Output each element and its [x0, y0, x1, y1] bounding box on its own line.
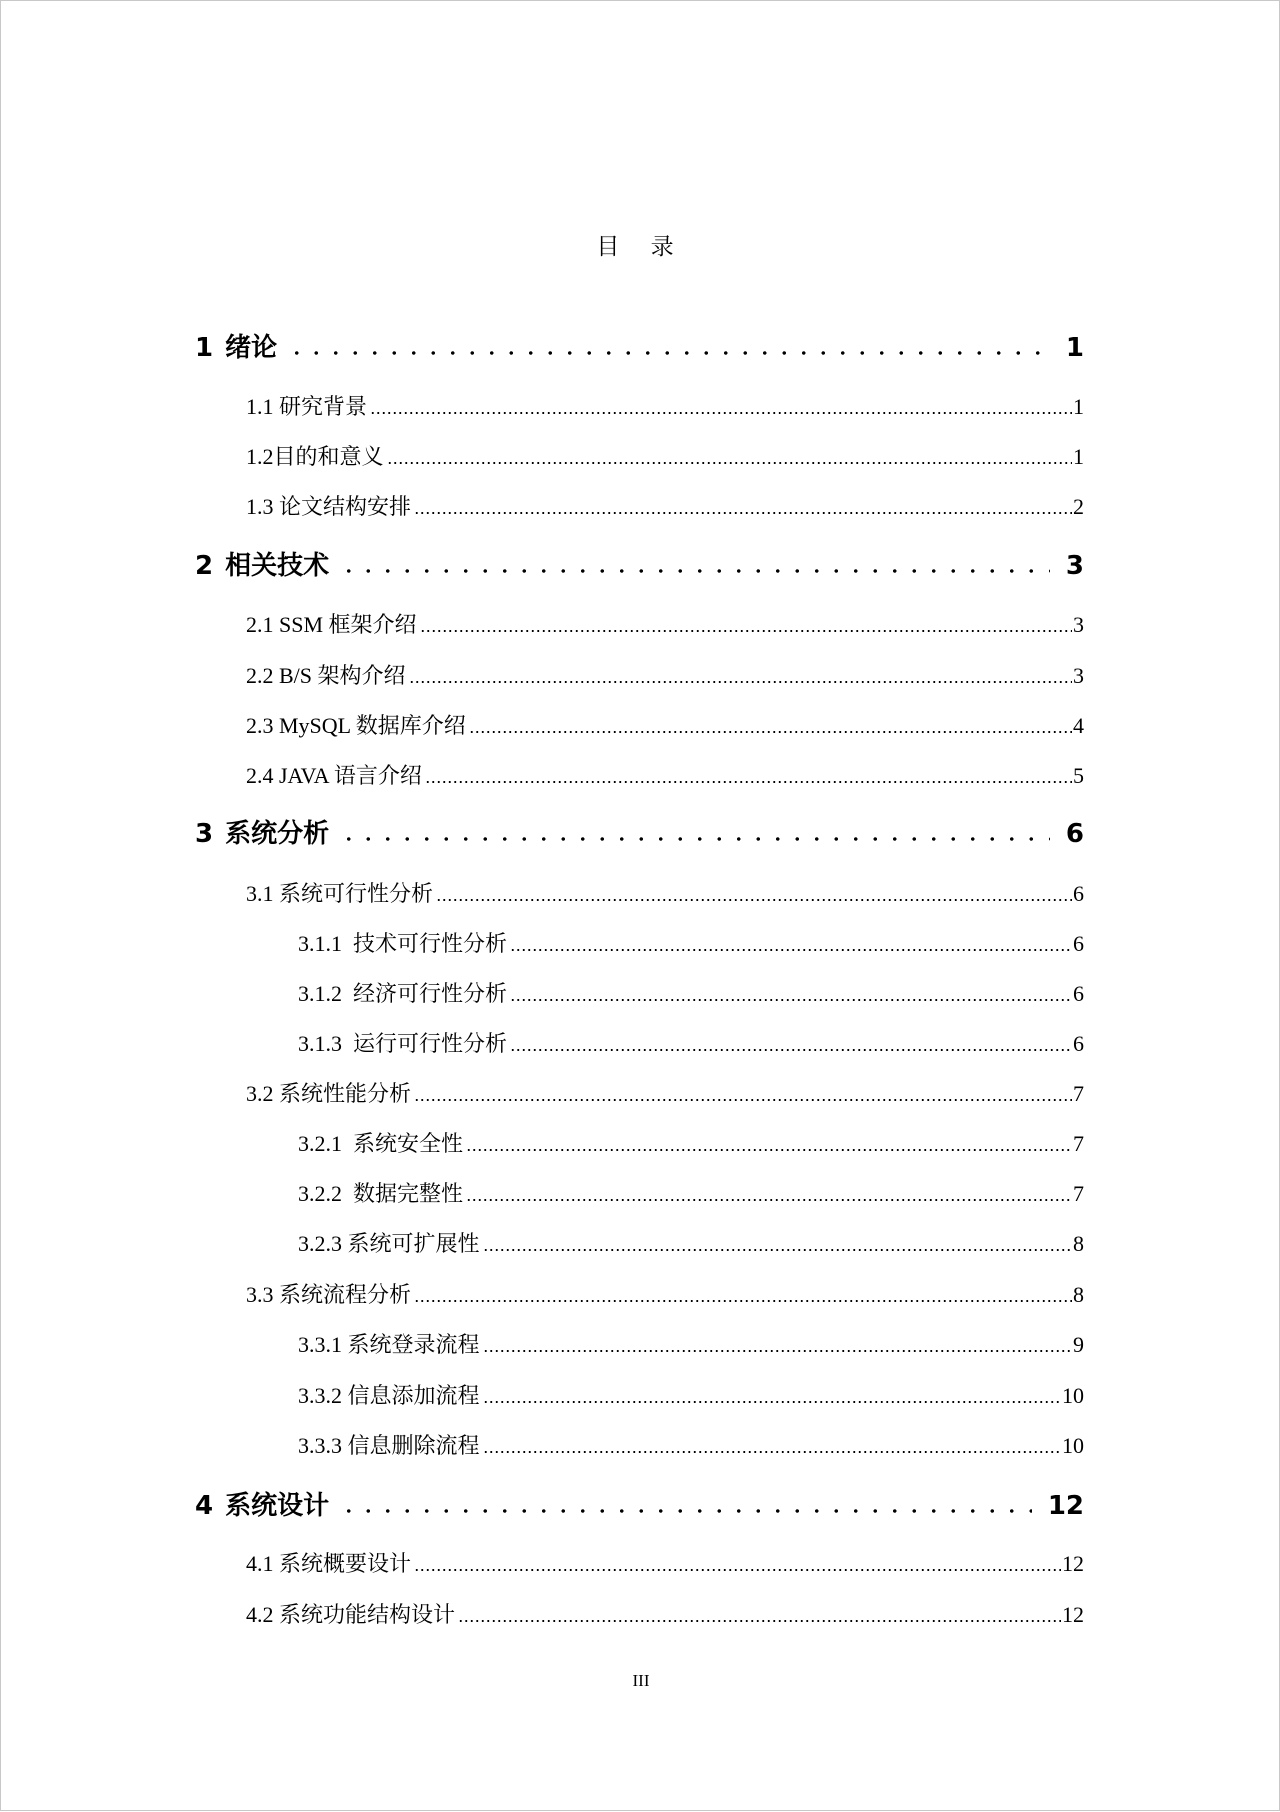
toc-entry-label: 1.1 研究背景	[246, 394, 368, 419]
dot-leader	[414, 1299, 1072, 1303]
toc-page-number: 7	[1073, 1131, 1084, 1156]
dot-leader	[414, 511, 1072, 515]
dot-leader	[425, 780, 1072, 784]
toc-entry-label: 3.3.3 信息删除流程	[298, 1433, 480, 1458]
dot-leader	[466, 1148, 1072, 1152]
dot-leader	[483, 1248, 1072, 1252]
toc-entry-label: 3.1.3 运行可行性分析	[298, 1031, 508, 1056]
dot-leader	[510, 948, 1072, 952]
toc-entry-chapter-2[interactable]	[195, 549, 1084, 583]
dot-leader	[483, 1400, 1061, 1404]
toc-page-number: 7	[1073, 1181, 1084, 1206]
dot-leader	[510, 1048, 1072, 1052]
toc-page-number: 7	[1073, 1081, 1084, 1106]
dot-leader	[339, 836, 1050, 842]
toc-entry-label: 4 系统设计	[195, 1491, 330, 1521]
dot-leader	[370, 411, 1072, 415]
table-of-contents	[1, 1, 1280, 1812]
toc-page-number: 12	[1047, 1491, 1084, 1521]
toc-entry-3-2[interactable]	[246, 1079, 1084, 1109]
dot-leader	[483, 1349, 1072, 1353]
dot-leader	[414, 1568, 1061, 1572]
toc-entry-label: 3.1 系统可行性分析	[246, 881, 434, 906]
toc-entry-chapter-4[interactable]	[195, 1489, 1084, 1523]
toc-entry-label: 4.2 系统功能结构设计	[246, 1602, 456, 1627]
toc-entry-2-1[interactable]	[246, 610, 1084, 640]
dot-leader	[469, 730, 1072, 734]
dot-leader	[510, 998, 1072, 1002]
toc-entry-3-1-2[interactable]	[298, 979, 1084, 1009]
toc-entry-3-2-1[interactable]	[298, 1129, 1084, 1159]
toc-page-number: 3	[1073, 663, 1084, 688]
toc-entry-label: 3.2.2 数据完整性	[298, 1181, 464, 1206]
toc-entry-label: 3.3.2 信息添加流程	[298, 1383, 480, 1408]
toc-entry-label: 2.2 B/S 架构介绍	[246, 663, 406, 688]
dot-leader	[458, 1619, 1061, 1623]
toc-entry-label: 3.1.2 经济可行性分析	[298, 981, 508, 1006]
dot-leader	[483, 1450, 1061, 1454]
toc-entry-3-1-3[interactable]	[298, 1029, 1084, 1059]
dot-leader	[420, 629, 1072, 633]
toc-page-number: 3	[1065, 551, 1084, 581]
toc-entry-3-1-1[interactable]	[298, 929, 1084, 959]
toc-entry-3-3-2[interactable]	[298, 1381, 1084, 1411]
toc-entry-label: 3.2.3 系统可扩展性	[298, 1231, 480, 1256]
toc-entry-3-3-3[interactable]	[298, 1431, 1084, 1461]
toc-page-number: 1	[1065, 333, 1084, 363]
toc-entry-label: 3.1.1 技术可行性分析	[298, 931, 508, 956]
toc-entry-label: 2 相关技术	[195, 551, 330, 581]
toc-page-number: 8	[1073, 1282, 1084, 1307]
toc-page-number: 3	[1073, 612, 1084, 637]
toc-entry-1-3[interactable]	[246, 492, 1084, 522]
toc-entry-3-3[interactable]	[246, 1280, 1084, 1310]
toc-entry-3-2-3[interactable]	[298, 1229, 1084, 1259]
toc-page-number: 1	[1073, 444, 1084, 469]
toc-page-number: 6	[1073, 931, 1084, 956]
dot-leader	[387, 461, 1072, 465]
toc-entry-1-1[interactable]	[246, 392, 1084, 422]
toc-entry-1-2[interactable]	[246, 442, 1084, 472]
toc-page-number: 6	[1073, 1031, 1084, 1056]
toc-page-number: 12	[1062, 1551, 1084, 1576]
toc-page-number: 10	[1062, 1433, 1084, 1458]
toc-entry-label: 3.3.1 系统登录流程	[298, 1332, 480, 1357]
toc-page-number: 9	[1073, 1332, 1084, 1357]
toc-page-number: 1	[1073, 394, 1084, 419]
toc-entry-3-2-2[interactable]	[298, 1179, 1084, 1209]
toc-entry-4-1[interactable]	[246, 1549, 1084, 1579]
toc-page-number: 10	[1062, 1383, 1084, 1408]
toc-page-number: 6	[1065, 819, 1084, 849]
toc-page-number: 5	[1073, 763, 1084, 788]
toc-entry-label: 1.3 论文结构安排	[246, 494, 412, 519]
toc-entry-label: 3.2.1 系统安全性	[298, 1131, 464, 1156]
toc-title: 目 录	[596, 234, 686, 260]
toc-entry-chapter-1[interactable]	[195, 331, 1084, 365]
toc-entry-label: 1.2目的和意义	[246, 444, 384, 469]
dot-leader	[436, 898, 1072, 902]
toc-entry-chapter-3[interactable]	[195, 817, 1084, 851]
toc-entry-2-2[interactable]	[246, 661, 1084, 691]
dot-leader	[339, 1508, 1032, 1514]
toc-entry-label: 3.2 系统性能分析	[246, 1081, 412, 1106]
dot-leader	[466, 1198, 1072, 1202]
toc-page-number: 6	[1073, 881, 1084, 906]
toc-entry-label: 2.4 JAVA 语言介绍	[246, 763, 422, 788]
toc-page-number: 2	[1073, 494, 1084, 519]
toc-entry-label: 2.1 SSM 框架介绍	[246, 612, 417, 637]
toc-entry-label: 3.3 系统流程分析	[246, 1282, 412, 1307]
page-number-footer: III	[632, 1671, 650, 1690]
toc-page-number: 12	[1062, 1602, 1084, 1627]
toc-entry-2-4[interactable]	[246, 761, 1084, 791]
dot-leader	[409, 680, 1072, 684]
toc-entry-4-2[interactable]	[246, 1600, 1084, 1630]
toc-entry-label: 1 绪论	[195, 333, 278, 363]
toc-page-number: 8	[1073, 1231, 1084, 1256]
toc-entry-2-3[interactable]	[246, 711, 1084, 741]
dot-leader	[339, 568, 1050, 574]
dot-leader	[287, 350, 1050, 356]
toc-page-number: 4	[1073, 713, 1084, 738]
toc-entry-3-1[interactable]	[246, 879, 1084, 909]
toc-entry-label: 2.3 MySQL 数据库介绍	[246, 713, 466, 738]
toc-entry-label: 3 系统分析	[195, 819, 330, 849]
toc-page-number: 6	[1073, 981, 1084, 1006]
dot-leader	[414, 1098, 1072, 1102]
toc-entry-3-3-1[interactable]	[298, 1330, 1084, 1360]
toc-entry-label: 4.1 系统概要设计	[246, 1551, 412, 1576]
